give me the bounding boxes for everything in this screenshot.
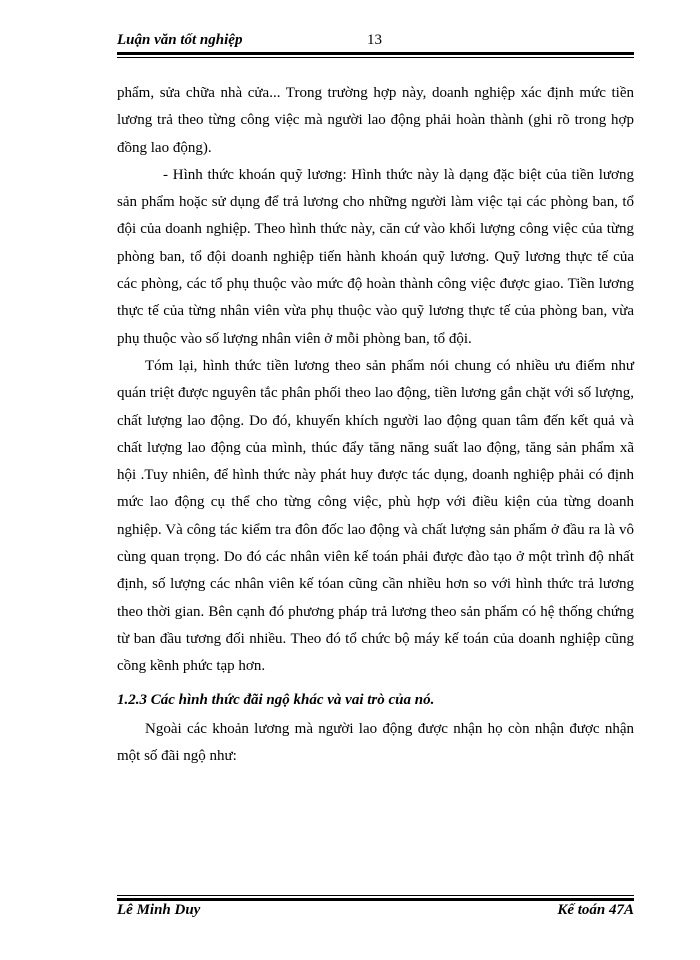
paragraph: phẩm, sửa chữa nhà cửa... Trong trường hợp này, doanh nghiệp xác định mức tiền lương trả theo từng công việc mà người lao động phải hoàn thành (ghi rõ trong hợp đồng lao động). — [117, 85, 634, 156]
paragraph: - Hình thức khoán quỹ lương: Hình thức này là dạng đặc biệt của tiền lương sản phẩm hoặc sử dụng để trả lương cho những người làm việc tại các phòng ban, tổ đội của doanh nghiệp. Theo hình thức này, căn cứ vào khối lượng công việc của từng phòng ban, tổ đội doanh nghiệp tiến hành khoán quỹ lương. Quỹ lương thực tế của các phòng, các tổ phụ thuộc vào mức độ hoàn thành công việc được giao. Tiền lương thực tế của từng nhân viên vừa phụ thuộc vào quỹ lương thực tế của phòng ban, vừa phụ thuộc vào số lượng nhân viên ở mỗi phòng ban, tổ đội. — [117, 166, 634, 347]
footer-class: Kế toán 47A — [557, 902, 634, 918]
header-divider — [117, 52, 634, 58]
page-footer — [117, 902, 634, 924]
footer-divider — [117, 895, 634, 901]
paragraph: Tóm lại, hình thức tiền lương theo sản phẩm nói chung có nhiều ưu điểm như quán triệt được nguyên tắc phân phối theo lao động, tiền lương gắn chặt với số lượng, chất lượng lao động. Do đó, khuyến khích người lao động quan tâm đến kết quả và chất lượng lao động của mình, thúc đẩy tăng năng suất lao động, tăng sản phẩm xã hội .Tuy nhiên, để hình thức này phát huy được tác dụng, doanh nghiệp phải có định mức lao động cụ thể cho từng công việc, phù hợp với điều kiện của từng doanh nghiệp. Và công tác kiểm tra đôn đốc lao động và chất lượng sản phẩm ở đầu ra là vô cùng quan trọng. Do đó các nhân viên kế toán phải được đào tạo ở một trình độ nhất định, số lượng các nhân viên kế tóan cũng cần nhiều hơn so với hình thức trả lương theo thời gian. Bên cạnh đó phương pháp trả lương theo sản phẩm có hệ thống chứng từ ban đầu tương đối nhiều. Theo đó tổ chức bộ máy kế toán của doanh nghiệp cũng cồng kềnh phức tạp hơn. — [117, 357, 634, 675]
paragraph: Ngoài các khoản lương mà người lao động được nhận họ còn nhận được nhận một số đãi ngộ như: — [117, 720, 634, 765]
header-title: Luận văn tốt nghiệp — [117, 32, 243, 48]
footer-author: Lê Minh Duy — [117, 902, 201, 918]
document-body — [117, 80, 634, 770]
page-header — [117, 32, 634, 52]
section-heading: 1.2.3 Các hình thức đãi ngộ khác và vai trò của nó. — [117, 691, 435, 708]
page-number: 13 — [367, 32, 382, 48]
